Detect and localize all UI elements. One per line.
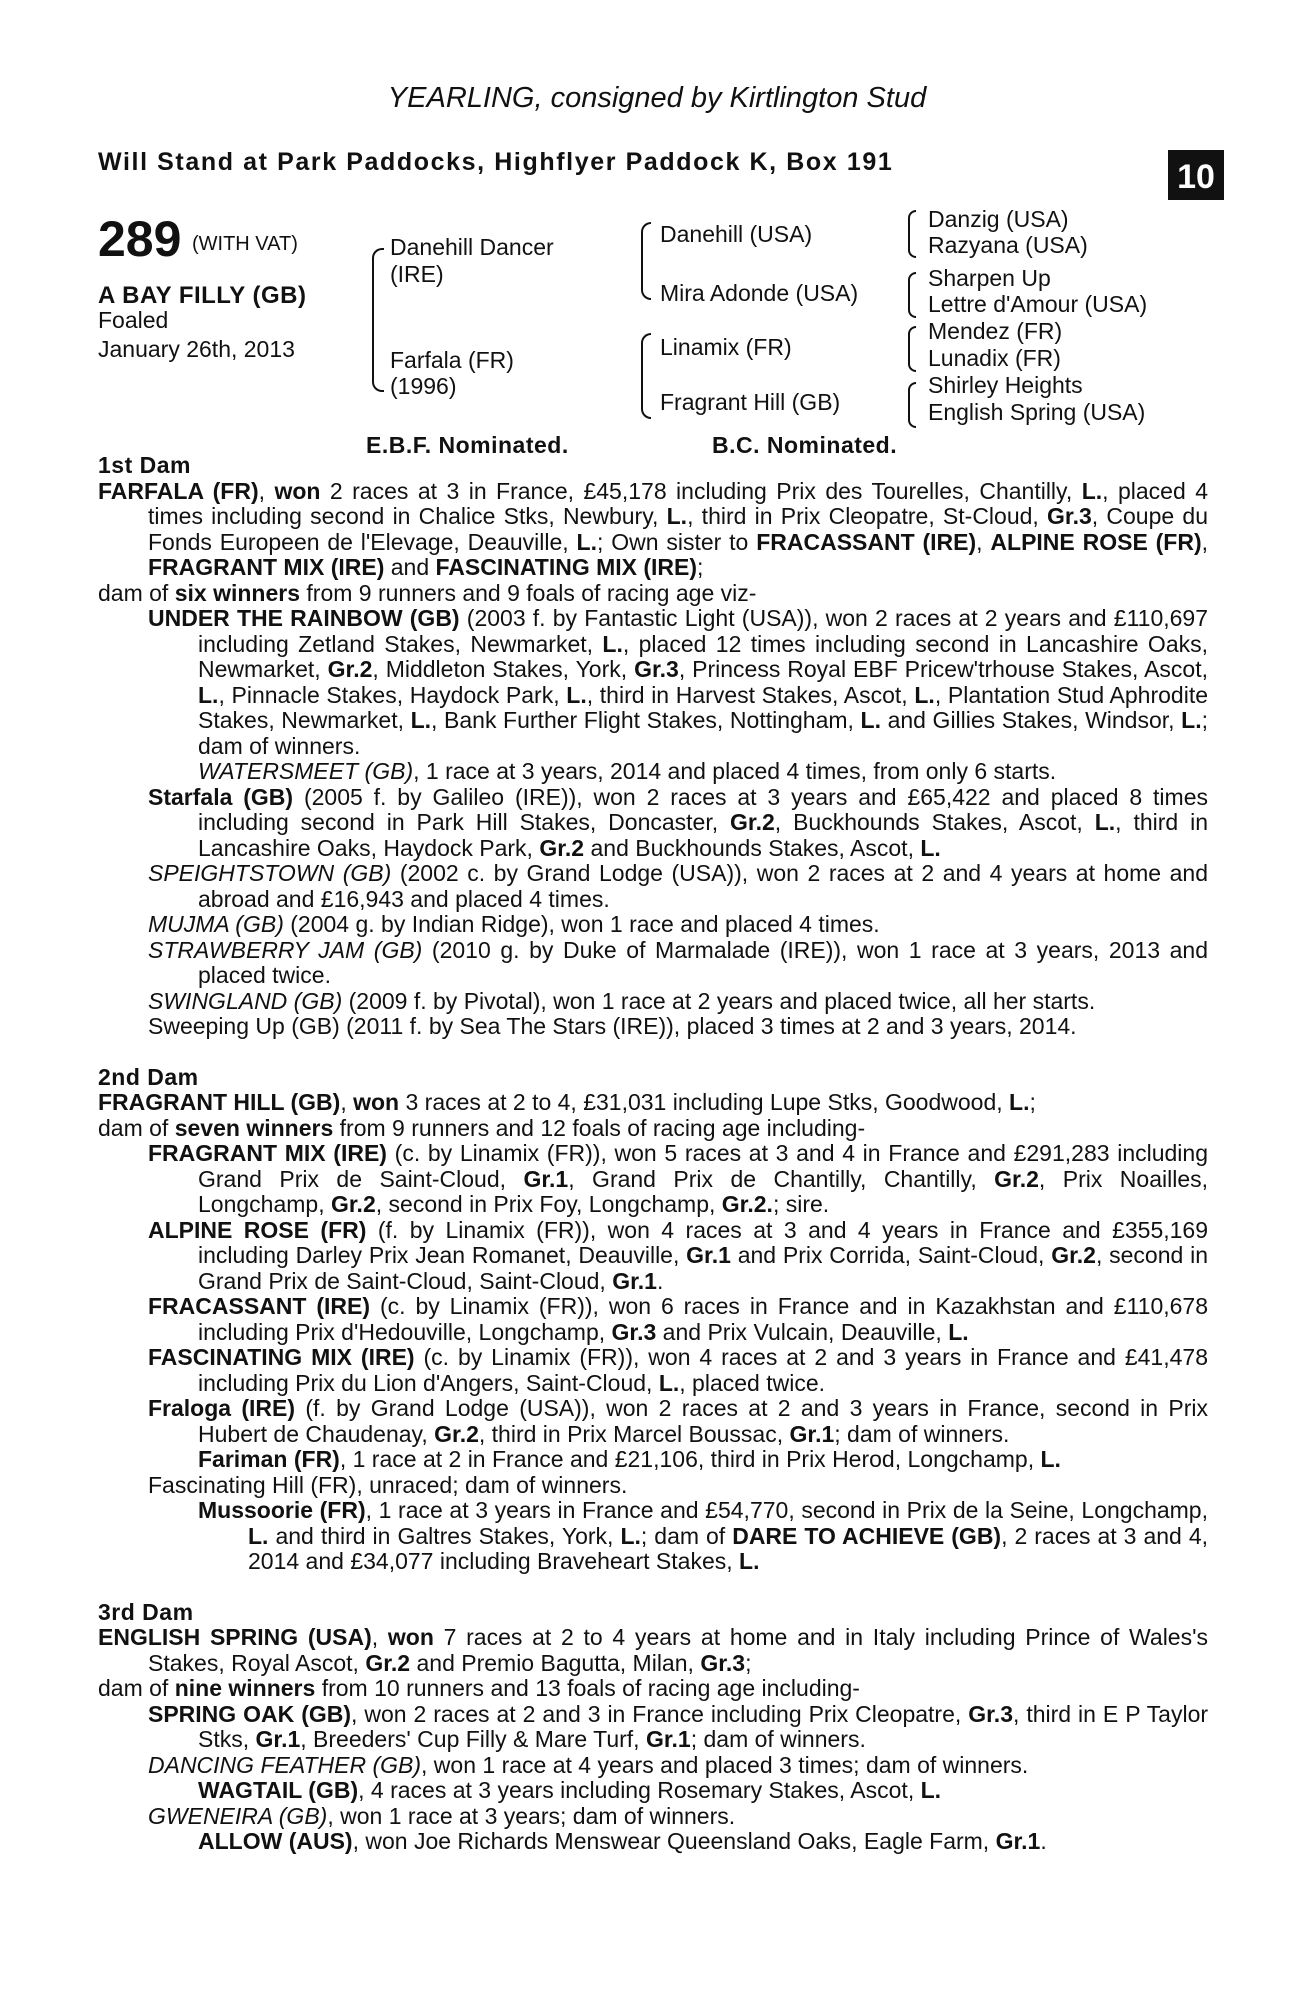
bc-nominated: B.C. Nominated. <box>712 432 898 458</box>
progeny-entry: SPEIGHTSTOWN (GB) (2002 c. by Grand Lodge (USA)), won 2 races at 2 and 4 years at home and abroad and £16,943 and placed 4 times. <box>148 860 1208 912</box>
dam-dam: Fragrant Hill (GB) <box>660 389 841 415</box>
pedigree-brace-3 <box>641 333 651 419</box>
stand-location: Will Stand at Park Paddocks, Highflyer Paddock K, Box 191 <box>98 148 894 176</box>
dam-entry: FARFALA (FR), won 2 races at 3 in France, £45,178 including Prix des Tourelles, Chantilly, L., placed 4 times including second in Chalice Stks, Newbury, L., third in Prix Cleopatre, St-Cloud, Gr.3, Coupe du Fonds Europeen de l'Elevage, Deauville, L.; Own sister to FRACASSANT (IRE), ALPINE ROSE (FR), FRAGRANT MIX (IRE) and FASCINATING MIX (IRE); <box>98 477 1209 580</box>
progeny-entry: SPRING OAK (GB), won 2 races at 2 and 3 in France including Prix Cleopatre, Gr.3, third in E P Taylor Stks, Gr.1, Breeders' Cup Filly & Mare Turf, Gr.1; dam of winners. <box>148 1700 1209 1752</box>
pedigree-brace-5 <box>908 272 916 318</box>
gg-3: Sharpen Up <box>928 265 1051 291</box>
dam-entry: ENGLISH SPRING (USA), won 7 races at 2 to 4 years at home and in Italy including Prince of Wales's Stakes, Royal Ascot, Gr.2 and Premio Bagutta, Milan, Gr.3; <box>98 1624 1208 1676</box>
progeny-subentry: Fariman (FR), 1 race at 2 in France and £21,106, third in Prix Herod, Longchamp, L. <box>198 1446 1061 1472</box>
pedigree-brace-7 <box>908 382 916 428</box>
progeny-entry: SWINGLAND (GB) (2009 f. by Pivotal), won 1 race at 2 years and placed twice, all her starts. <box>148 987 1096 1014</box>
progeny-entry: MUJMA (GB) (2004 g. by Indian Ridge), won 1 race and placed 4 times. <box>148 911 880 937</box>
progeny-entry: FASCINATING MIX (IRE) (c. by Linamix (FR)), won 4 races at 2 and 3 years in France and £41,478 including Prix du Lion d'Angers, Saint-Cloud, L., placed twice. <box>148 1344 1208 1396</box>
catalogue-text <box>98 453 1208 1855</box>
progeny-entry: GWENEIRA (GB), won 1 race at 3 years; dam of winners. <box>148 1802 736 1829</box>
gg-7: Shirley Heights <box>928 372 1083 398</box>
progeny-entry: Fascinating Hill (FR), unraced; dam of winners. <box>148 1471 628 1498</box>
progeny-entry: Sweeping Up (GB) (2011 f. by Sea The Stars (IRE)), placed 3 times at 2 and 3 years, 2014. <box>148 1013 1077 1039</box>
sire-name: Danehill Dancer <box>390 234 554 260</box>
dam-year: (1996) <box>390 373 457 399</box>
gg-5: Mendez (FR) <box>928 318 1063 344</box>
dam-of-line: dam of seven winners from 9 runners and 12 foals of racing age including- <box>98 1114 866 1141</box>
pedigree-brace-4 <box>908 210 916 258</box>
progeny-entry: FRACASSANT (IRE) (c. by Linamix (FR)), won 6 races in France and in Kazakhstan and £110,678 including Prix d'Hedouville, Longchamp, Gr.3 and Prix Vulcain, Deauville, L. <box>148 1293 1209 1345</box>
gg-6: Lunadix (FR) <box>928 345 1061 371</box>
sire-country: (IRE) <box>390 261 444 287</box>
lot-number: 289 <box>98 211 182 267</box>
dam-entry: FRAGRANT HILL (GB), won 3 races at 2 to 4, £31,031 including Lupe Stks, Goodwood, L.; <box>98 1089 1036 1115</box>
foaled-label: Foaled <box>98 307 169 333</box>
progeny-entry: Starfala (GB) (2005 f. by Galileo (IRE)), won 2 races at 3 years and £65,422 and placed 8 times including second in Park Hill Stakes, Doncaster, Gr.2, Buckhounds Stakes, Ascot, L., third in Lancashire Oaks, Haydock Park, Gr.2 and Buckhounds Stakes, Ascot, L. <box>148 783 1209 861</box>
progeny-subentry: Mussoorie (FR), 1 race at 3 years in France and £54,770, second in Prix de la Seine, Longchamp, L. and third in Galtres Stakes, York, L.; dam of DARE TO ACHIEVE (GB), 2 races at 3 and 4, 2014 and £34,077 including Braveheart Stakes, L. <box>198 1497 1209 1574</box>
progeny-subentry: WAGTAIL (GB), 4 races at 3 years including Rosemary Stakes, Ascot, L. <box>198 1777 942 1803</box>
gg-1: Danzig (USA) <box>928 206 1069 232</box>
progeny-entry: STRAWBERRY JAM (GB) (2010 g. by Duke of Marmalade (IRE)), won 1 race at 3 years, 2013 and placed twice. <box>148 936 1209 988</box>
progeny-subentry: ALLOW (AUS), won Joe Richards Menswear Queensland Oaks, Eagle Farm, Gr.1. <box>198 1828 1047 1854</box>
second-dam-heading: 2nd Dam <box>98 1063 199 1090</box>
pedigree-brace-6 <box>908 326 916 372</box>
sire-dam: Mira Adonde (USA) <box>660 280 859 306</box>
progeny-subentry: WATERSMEET (GB), 1 race at 3 years, 2014 and placed 4 times, from only 6 starts. <box>198 758 1057 784</box>
dam-of-line: dam of six winners from 9 runners and 9 foals of racing age viz- <box>98 579 757 606</box>
gg-8: English Spring (USA) <box>928 399 1146 425</box>
pedigree-brace-1 <box>372 248 384 392</box>
horse-name: A BAY FILLY (GB) <box>98 282 307 309</box>
progeny-entry: DANCING FEATHER (GB), won 1 race at 4 years and placed 3 times; dam of winners. <box>148 1751 1029 1778</box>
badge-plus: + <box>1173 135 1183 152</box>
page-header: YEARLING, consigned by Kirtlington Stud <box>387 82 927 114</box>
progeny-entry: FRAGRANT MIX (IRE) (c. by Linamix (FR)), won 5 races at 3 and 4 in France and £291,283 including Grand Prix de Saint-Cloud, Gr.1, Grand Prix de Chantilly, Chantilly, Gr.2, Prix Noailles, Longchamp, Gr.2, second in Prix Foy, Longchamp, Gr.2.; sire. <box>148 1140 1209 1217</box>
first-dam-heading: 1st Dam <box>98 452 191 478</box>
progeny-entry: ALPINE ROSE (FR) (f. by Linamix (FR)), won 4 races at 3 and 4 years in France and £355,169 including Darley Prix Jean Romanet, Deauville, Gr.1 and Prix Corrida, Saint-Cloud, Gr.2, second in Grand Prix de Saint-Cloud, Saint-Cloud, Gr.1. <box>148 1216 1209 1294</box>
ebf-nominated: E.B.F. Nominated. <box>366 432 569 458</box>
dam-sire: Linamix (FR) <box>660 334 792 360</box>
dam-name: Farfala (FR) <box>390 347 514 373</box>
pedigree-brace-2 <box>641 222 651 300</box>
badge-number: 10 <box>1177 158 1215 196</box>
progeny-entry: UNDER THE RAINBOW (GB) (2003 f. by Fantastic Light (USA)), won 2 races at 2 years and £110,697 including Zetland Stakes, Newmarket, L., placed 12 times including second in Lancashire Oaks, Newmarket, Gr.2, Middleton Stakes, York, Gr.3, Princess Royal EBF Pricew'trhouse Stakes, Ascot, L., Pinnacle Stakes, Haydock Park, L., third in Harvest Stakes, Ascot, L., Plantation Stud Aphrodite Stakes, Newmarket, L., Bank Further Flight Stakes, Nottingham, L. and Gillies Stakes, Windsor, L.; dam of winners. <box>148 605 1209 759</box>
gg-2: Razyana (USA) <box>928 232 1088 258</box>
cover-badge <box>1168 135 1224 200</box>
vat-label: (WITH VAT) <box>192 233 298 255</box>
third-dam-heading: 3rd Dam <box>98 1598 194 1625</box>
gg-4: Lettre d'Amour (USA) <box>928 291 1148 317</box>
dam-of-line: dam of nine winners from 10 runners and 13 foals of racing age including- <box>98 1675 860 1701</box>
progeny-entry: Fraloga (IRE) (f. by Grand Lodge (USA)), won 2 races at 2 and 3 years in France, second in Prix Hubert de Chaudenay, Gr.2, third in Prix Marcel Boussac, Gr.1; dam of winners. <box>148 1395 1208 1447</box>
sire-sire: Danehill (USA) <box>660 221 813 247</box>
foaled-date: January 26th, 2013 <box>98 336 295 362</box>
